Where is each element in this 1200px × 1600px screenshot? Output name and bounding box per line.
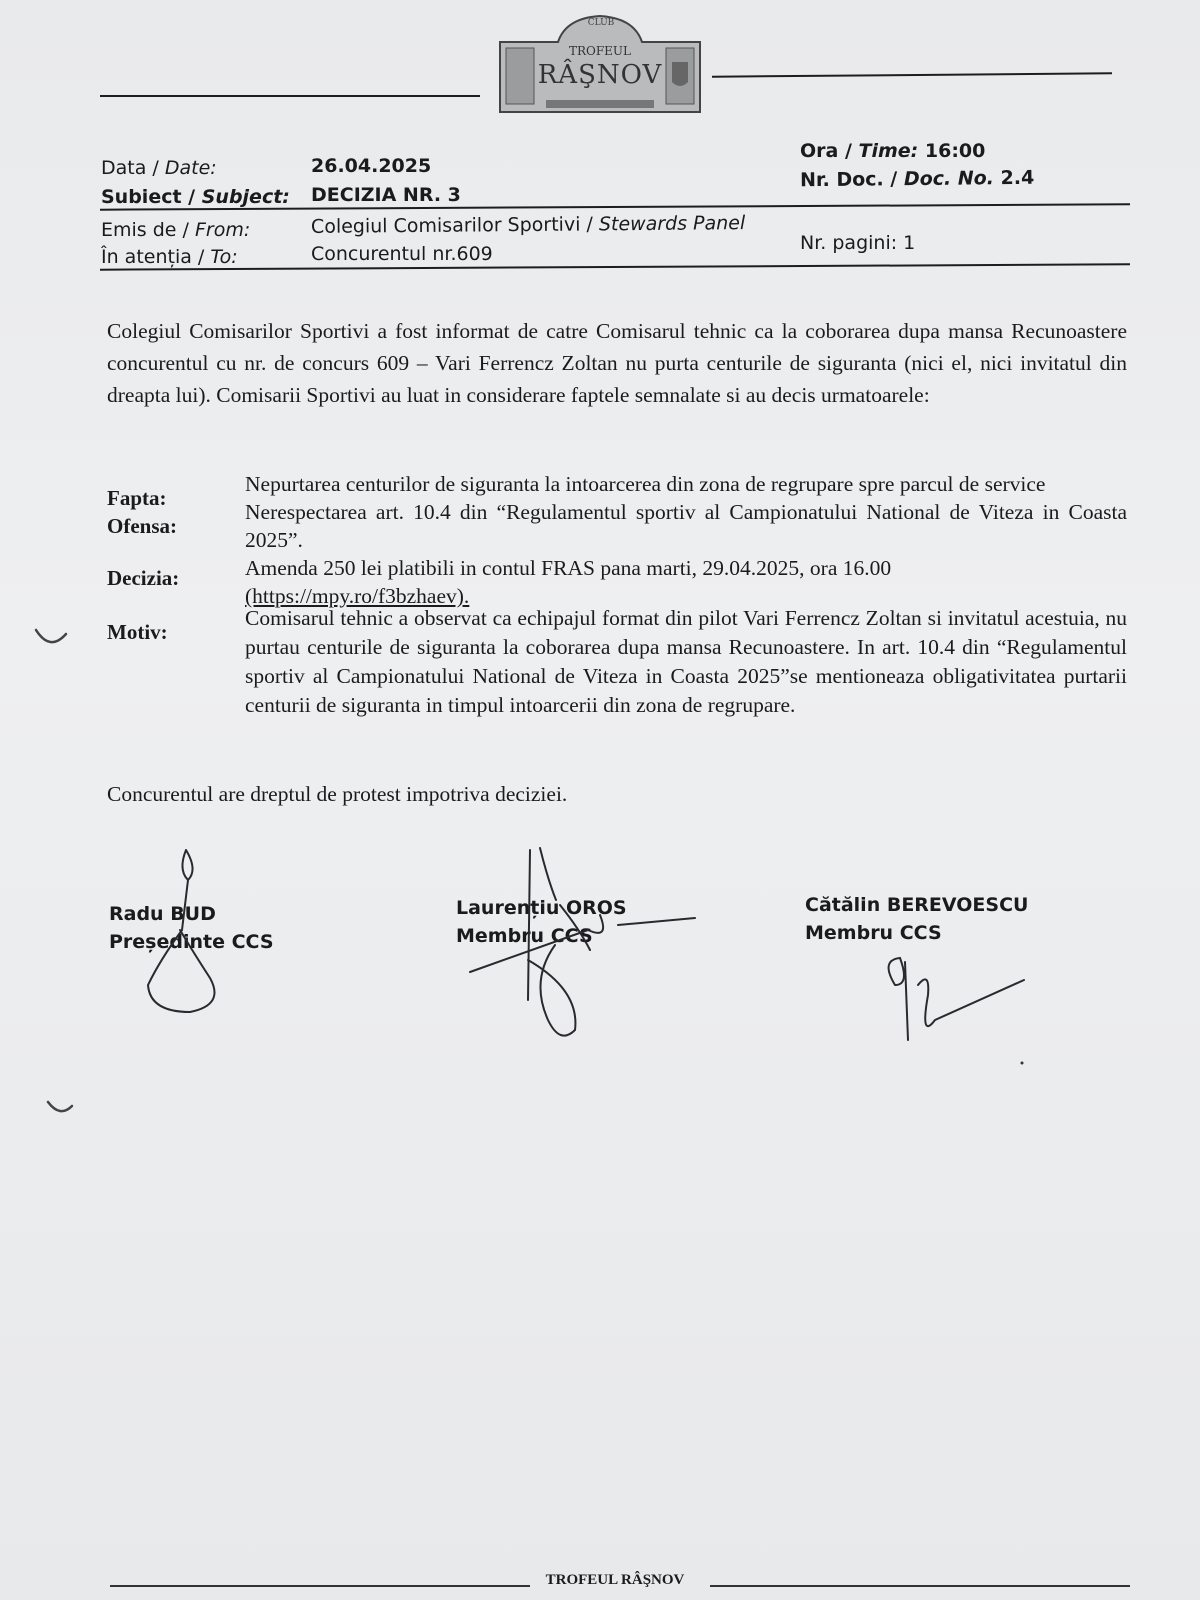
to-value: Concurentul nr.609 xyxy=(311,243,493,265)
date-label: Data / Date: xyxy=(101,157,217,179)
logo-top-text: CLUB xyxy=(587,18,615,28)
logo-sub-text: TROFEUL xyxy=(568,44,632,58)
ofensa-label: Ofensa: xyxy=(107,514,177,538)
decizia-label: Decizia: xyxy=(107,566,180,590)
subject-value: DECIZIA NR. 3 xyxy=(311,184,461,206)
footer-label: TROFEUL RÂŞNOV xyxy=(545,1572,685,1588)
motiv-label: Motiv: xyxy=(107,620,168,644)
closing-statement: Concurentul are dreptul de protest impotriva deciziei. xyxy=(107,782,568,806)
signatory-1-role: Președinte CCS xyxy=(109,931,274,953)
signature-1 xyxy=(148,850,215,1012)
signatory-2-role: Membru CCS xyxy=(456,925,593,947)
intro-paragraph: Colegiul Comisarilor Sportivi a fost informat de catre Comisarul tehnic ca la coborarea dupa mansa Recunoastere concurentul cu nr. de concurs 609 – Vari Ferrencz Zoltan nu purta centurile de siguranta (nici el, nici invitatul din dreapta lui). Comisarii Sportivi au luat in considerare faptele semnalate si au decis urmatoarele: xyxy=(107,319,1127,407)
signatory-3-role: Membru CCS xyxy=(805,922,942,944)
date-value: 26.04.2025 xyxy=(311,155,432,177)
to-label: În atenția / To: xyxy=(101,246,238,268)
from-label: Emis de / From: xyxy=(101,219,251,241)
ink-dot xyxy=(1021,1062,1024,1065)
ofensa-value: Nerespectarea art. 10.4 din “Regulamentul sportiv al Campionatului National de Viteza in Coasta 2025”. xyxy=(245,500,1127,552)
payment-link[interactable]: (https://mpy.ro/f3bzhaev). xyxy=(245,584,470,608)
signature-3 xyxy=(889,958,1024,1040)
decizia-value: Amenda 250 lei platibili in contul FRAS pana marti, 29.04.2025, ora 16.00 (https://mpy.ro/f3bzhaev). xyxy=(245,556,892,608)
fapta-value: Nepurtarea centurilor de siguranta la intoarcerea din zona de regrupare spre parcul de service xyxy=(245,472,1046,496)
signatory-2-name: Laurențiu OROS xyxy=(456,897,627,919)
logo-main-text: RÂŞNOV xyxy=(537,60,663,90)
punch-hole-mark-2 xyxy=(48,1102,72,1111)
footer-rule-right xyxy=(710,1585,1130,1587)
fapta-label: Fapta: xyxy=(107,486,167,510)
signature-2 xyxy=(470,848,695,1036)
signatory-3-name: Cătălin BEREVOESCU xyxy=(805,894,1029,916)
page-count: Nr. pagini: 1 xyxy=(800,232,916,254)
from-value: Colegiul Comisarilor Sportivi / Stewards Panel xyxy=(310,212,746,238)
time-field: Ora / Time: 16:00 xyxy=(800,140,986,162)
motiv-value: Comisarul tehnic a observat ca echipajul format din pilot Vari Ferrencz Zoltan si invitatul acestuia, nu purtau centurile de siguranta la coborarea dupa mansa Recunoastere. In art. 10.4 din “Regulamentul sportiv al Campionatului National de Viteza in Coasta 2025”se mentioneaza obligativitatea purtarii centurii de siguranta in timpul intoarcerii din zona de regrupare. xyxy=(245,606,1127,717)
punch-hole-mark-1 xyxy=(36,630,66,642)
doc-number-field: Nr. Doc. / Doc. No. 2.4 xyxy=(799,166,1035,192)
footer-rule-left xyxy=(110,1585,530,1587)
subject-label: Subiect / Subject: xyxy=(101,186,290,208)
signatory-1-name: Radu BUD xyxy=(109,903,216,925)
